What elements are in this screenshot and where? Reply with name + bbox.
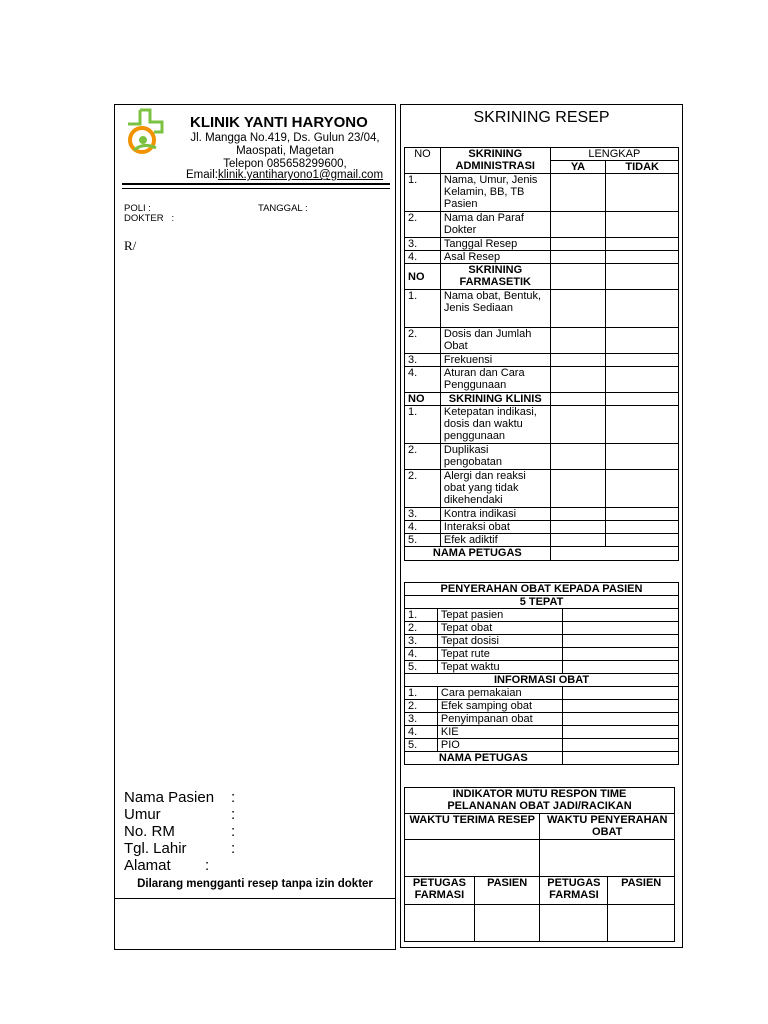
row-no: 4. (405, 648, 438, 661)
table-row (405, 406, 679, 444)
handover-petugas-cell[interactable] (562, 752, 678, 765)
row-text: Frekuensi (440, 354, 550, 367)
tidak-cell[interactable] (606, 290, 679, 328)
patient-address-colon: : (205, 857, 210, 874)
check-cell[interactable] (562, 622, 678, 635)
ya-cell[interactable] (550, 354, 606, 367)
handover-petugas-label: NAMA PETUGAS (405, 752, 563, 765)
signature-cell[interactable] (474, 905, 540, 942)
row-no: 4. (405, 726, 438, 739)
check-cell[interactable] (562, 726, 678, 739)
row-no: 4. (405, 251, 441, 264)
row-no: 1. (405, 174, 441, 212)
row-no: 3. (405, 508, 441, 521)
check-cell[interactable] (562, 648, 678, 661)
petugas-farmasi-header: PETUGAS FARMASI (540, 877, 608, 905)
check-cell[interactable] (562, 661, 678, 674)
table-row (405, 534, 679, 547)
row-text: Penyimpanan obat (437, 713, 562, 726)
patient-dob-label: Tgl. Lahir (124, 840, 187, 857)
lengkap-header: LENGKAP (550, 148, 678, 161)
ya-cell[interactable] (550, 534, 606, 547)
row-text: Tepat waktu (437, 661, 562, 674)
tidak-cell[interactable] (606, 367, 679, 393)
ya-header: YA (550, 161, 606, 174)
tidak-cell[interactable] (606, 521, 679, 534)
farma-header: SKRINING FARMASETIK (440, 264, 550, 290)
row-text: Tepat pasien (437, 609, 562, 622)
patient-address-label: Alamat (124, 857, 171, 874)
ya-cell[interactable] (550, 367, 606, 393)
row-text: Nama, Umur, Jenis Kelamin, BB, TB Pasien (440, 174, 550, 212)
patient-rm-label: No. RM (124, 823, 175, 840)
signature-cell[interactable] (405, 905, 475, 942)
row-text: Nama obat, Bentuk, Jenis Sediaan (440, 290, 550, 328)
tidak-cell[interactable] (606, 328, 679, 354)
tepat-header: 5 TEPAT (405, 596, 679, 609)
tidak-cell[interactable] (606, 212, 679, 238)
table-row (405, 726, 679, 739)
petugas-farmasi-header: PETUGAS FARMASI (405, 877, 475, 905)
row-no: 2. (405, 622, 438, 635)
patient-age-colon: : (231, 806, 236, 823)
header-divider-thick (122, 183, 390, 185)
clinic-email-link[interactable]: klinik.yantiharyono1@gmail.com (217, 169, 384, 181)
petugas-signature-cell[interactable] (550, 547, 678, 561)
prescription-warning: Dilarang mengganti resep tanpa izin dokter (137, 878, 373, 890)
poli-label: POLI : (124, 203, 151, 214)
row-text: Kontra indikasi (440, 508, 550, 521)
row-no: 1. (405, 406, 441, 444)
table-row (405, 212, 679, 238)
clinic-phone: Telepon 085658299600, (223, 158, 347, 170)
ya-cell[interactable] (550, 174, 606, 212)
signature-cell[interactable] (540, 905, 608, 942)
row-text: Ketepatan indikasi, dosis dan waktu penggunaan (440, 406, 550, 444)
ya-cell[interactable] (550, 212, 606, 238)
waktu-serah-header: WAKTU PENYERAHAN OBAT (540, 814, 675, 840)
check-cell[interactable] (562, 739, 678, 752)
tidak-cell[interactable] (606, 354, 679, 367)
row-text: Tepat dosisi (437, 635, 562, 648)
check-cell[interactable] (562, 687, 678, 700)
row-no: 1. (405, 290, 441, 328)
admin-header: SKRINING ADMINISTRASI (440, 148, 550, 174)
waktu-serah-cell[interactable] (540, 840, 675, 877)
patient-dob-row (124, 840, 236, 857)
table-row (405, 687, 679, 700)
table-row (405, 470, 679, 508)
tidak-cell[interactable] (606, 238, 679, 251)
no-header: NO (405, 393, 441, 406)
patient-name-label: Nama Pasien (124, 789, 215, 806)
ya-cell[interactable] (550, 406, 606, 444)
row-no: 4. (405, 521, 441, 534)
row-text: Dosis dan Jumlah Obat (440, 328, 550, 354)
pasien-header: PASIEN (608, 877, 675, 905)
row-no: 3. (405, 354, 441, 367)
petugas-label: NAMA PETUGAS (405, 547, 551, 561)
tidak-header: TIDAK (606, 161, 679, 174)
check-cell[interactable] (562, 713, 678, 726)
row-text: Alergi dan reaksi obat yang tidak dikehendaki (440, 470, 550, 508)
waktu-terima-cell[interactable] (405, 840, 540, 877)
clinic-address-line2: Maospati, Magetan (236, 145, 334, 157)
row-no: 1. (405, 609, 438, 622)
row-no: 3. (405, 713, 438, 726)
table-row (405, 354, 679, 367)
table-row (405, 635, 679, 648)
table-row (405, 367, 679, 393)
tidak-cell[interactable] (606, 470, 679, 508)
table-row (405, 444, 679, 470)
row-no: 2. (405, 212, 441, 238)
table-row (405, 174, 679, 212)
patient-age-row (124, 806, 236, 823)
row-no: 5. (405, 534, 441, 547)
row-text: Tepat rute (437, 648, 562, 661)
check-cell[interactable] (562, 635, 678, 648)
row-no: 3. (405, 238, 441, 251)
table-row (405, 661, 679, 674)
clinic-name: KLINIK YANTI HARYONO (190, 114, 368, 131)
ya-cell[interactable] (550, 251, 606, 264)
row-text: Efek samping obat (437, 700, 562, 713)
pasien-header: PASIEN (474, 877, 540, 905)
row-no: 2. (405, 700, 438, 713)
row-no: 5. (405, 739, 438, 752)
row-text: Interaksi obat (440, 521, 550, 534)
patient-rm-row (124, 823, 236, 840)
row-text: Cara pemakaian (437, 687, 562, 700)
tidak-cell[interactable] (606, 251, 679, 264)
tidak-cell[interactable] (606, 406, 679, 444)
table-row (405, 713, 679, 726)
no-header: NO (405, 148, 441, 174)
waktu-terima-header: WAKTU TERIMA RESEP (405, 814, 540, 840)
table-row (405, 328, 679, 354)
row-no: 1. (405, 687, 438, 700)
check-cell[interactable] (562, 700, 678, 713)
rx-symbol: R/ (124, 238, 137, 253)
ya-cell[interactable] (550, 444, 606, 470)
ya-cell[interactable] (550, 328, 606, 354)
row-text: Tepat obat (437, 622, 562, 635)
blank-cell (550, 264, 606, 290)
blank-cell (606, 264, 679, 290)
row-text: KIE (437, 726, 562, 739)
clinic-address-line1: Jl. Mangga No.419, Ds. Gulun 23/04, (190, 132, 380, 144)
table-row (405, 508, 679, 521)
indicator-title-line2: PELANANAN OBAT JADI/RACIKAN (447, 800, 632, 812)
tidak-cell[interactable] (606, 508, 679, 521)
table-row (405, 739, 679, 752)
dokter-label: DOKTER : (124, 213, 175, 224)
table-row (405, 609, 679, 622)
indicator-table (404, 787, 675, 942)
ya-cell[interactable] (550, 290, 606, 328)
handover-table (404, 582, 679, 765)
tidak-cell[interactable] (606, 174, 679, 212)
footer-divider (114, 898, 396, 899)
row-no: 4. (405, 367, 441, 393)
indicator-title-line1: INDIKATOR MUTU RESPON TIME (452, 788, 627, 800)
ya-cell[interactable] (550, 508, 606, 521)
patient-fields (124, 789, 236, 874)
row-text: Efek adiktif (440, 534, 550, 547)
handover-title: PENYERAHAN OBAT KEPADA PASIEN (405, 583, 679, 596)
clinic-logo-icon (122, 108, 172, 158)
row-no: 5. (405, 661, 438, 674)
clinic-address (180, 132, 390, 171)
blank-cell (550, 393, 606, 406)
no-header: NO (405, 264, 441, 290)
tanggal-label: TANGGAL : (258, 203, 308, 214)
signature-cell[interactable] (608, 905, 675, 942)
header-divider-thin (122, 188, 390, 189)
table-row (405, 290, 679, 328)
patient-rm-colon: : (231, 823, 236, 840)
row-text: Nama dan Paraf Dokter (440, 212, 550, 238)
clinic-email-label: Email: (186, 169, 218, 181)
klinis-header: SKRINING KLINIS (440, 393, 550, 406)
tidak-cell[interactable] (606, 444, 679, 470)
table-row (405, 238, 679, 251)
row-text: PIO (437, 739, 562, 752)
patient-name-row (124, 789, 236, 806)
row-no: 3. (405, 635, 438, 648)
patient-age-label: Umur (124, 806, 161, 823)
indicator-title (405, 788, 675, 814)
ya-cell[interactable] (550, 238, 606, 251)
tidak-cell[interactable] (606, 534, 679, 547)
table-row (405, 521, 679, 534)
table-row (405, 700, 679, 713)
table-row (405, 622, 679, 635)
row-text: Aturan dan Cara Penggunaan (440, 367, 550, 393)
blank-cell (606, 393, 679, 406)
clinic-email-line (186, 169, 383, 181)
row-text: Duplikasi pengobatan (440, 444, 550, 470)
row-no: 2. (405, 328, 441, 354)
screening-title: SKRINING RESEP (473, 109, 610, 126)
patient-dob-colon: : (231, 840, 236, 857)
patient-name-colon: : (231, 789, 236, 806)
ya-cell[interactable] (550, 521, 606, 534)
row-text: Asal Resep (440, 251, 550, 264)
info-header: INFORMASI OBAT (405, 674, 679, 687)
row-no: 2. (405, 470, 441, 508)
row-no: 2. (405, 444, 441, 470)
row-text: Tanggal Resep (440, 238, 550, 251)
table-row (405, 648, 679, 661)
ya-cell[interactable] (550, 470, 606, 508)
check-cell[interactable] (562, 609, 678, 622)
screening-table (404, 147, 679, 561)
table-row (405, 251, 679, 264)
patient-address-row (124, 857, 214, 874)
